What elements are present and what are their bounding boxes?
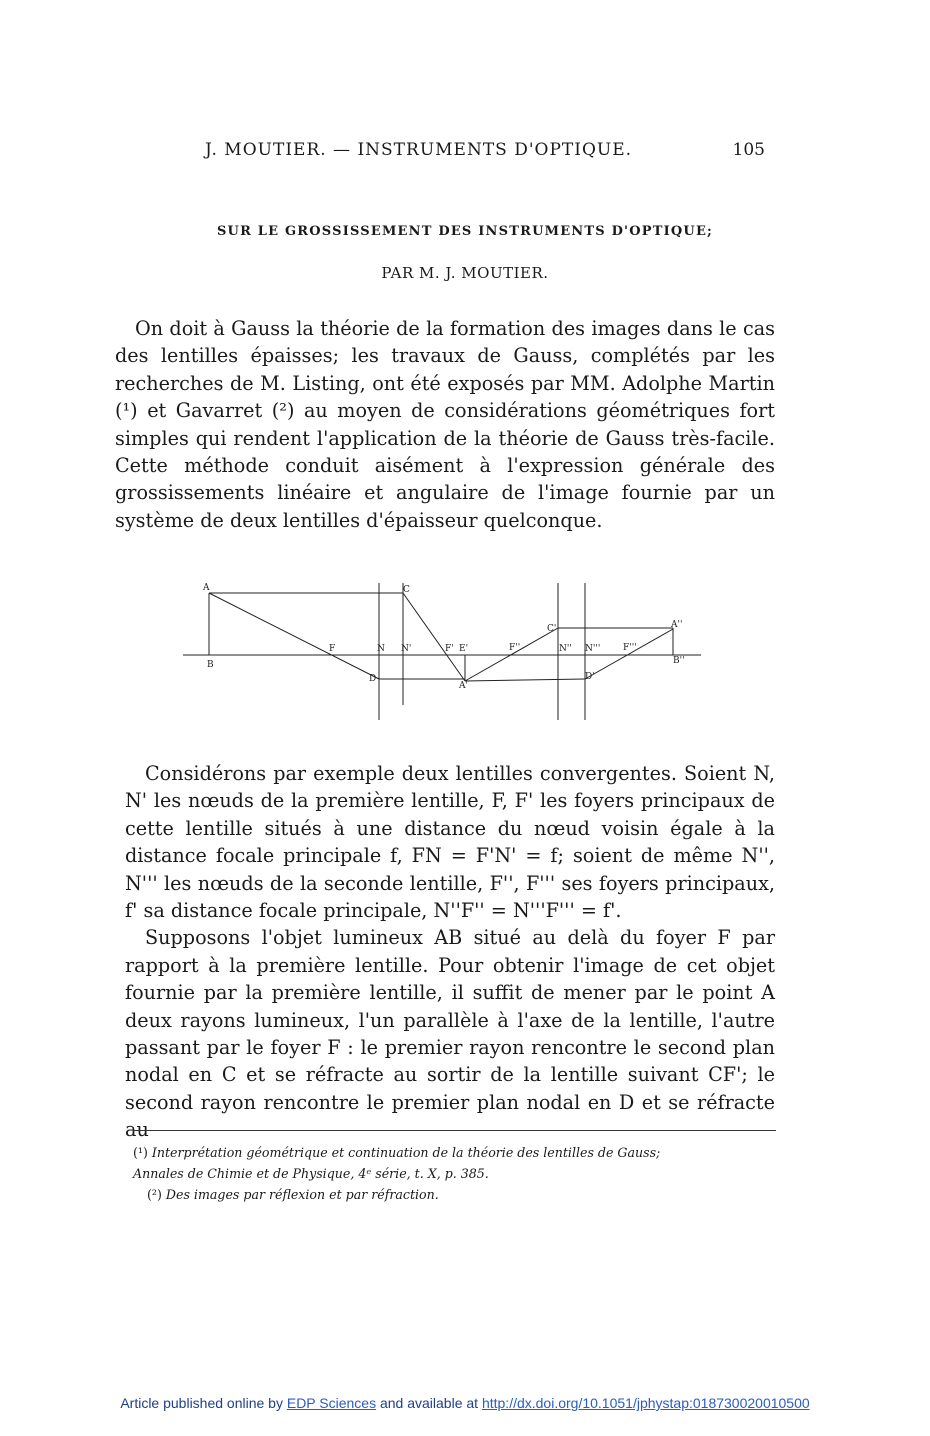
footnote-2 (133, 1184, 776, 1205)
paragraph-intro (115, 315, 775, 534)
paragraph: On doit à Gauss la théorie de la formation des images dans le cas des lentilles épaisses; les travaux de Gauss, complétés par les recherches de M. Listing, ont été exposés par MM. Adolphe Martin (¹) et Gavarret (²) au moyen de considérations géométriques fort simples qui rendent l'application de la théorie de Gauss très-facile. Cette méthode conduit aisément à l'expression générale des grossissements linéaire et angulaire de l'image fournie par un système de deux lentilles d'épaisseur quelconque. (115, 317, 775, 532)
ray-through-focus (209, 593, 379, 679)
paragraph-group-main (125, 760, 775, 1144)
paragraph: Supposons l'objet lumineux AB situé au delà du foyer F par rapport à la première lentille. Pour obtenir l'image de cet objet fournie par la première lentille, il suffit de mener par le point A deux rayons lumineux, l'un parallèle à l'axe de la lentille, l'autre passant par le foyer F : le premier rayon rencontre le second plan nodal en C et se réfracte au sortir de la lentille suivant CF'; le second rayon rencontre le premier plan nodal en D et se réfracte au (125, 926, 775, 1142)
running-title: J. MOUTIER. — INSTRUMENTS D'OPTIQUE. (205, 140, 633, 160)
footnote-text: Interprétation géométrique et continuation de la théorie des lentilles de Gauss; (151, 1145, 661, 1160)
label-d: D (369, 674, 377, 684)
paragraph: Considérons par exemple deux lentilles convergentes. Soient N, N' les nœuds de la première lentille, F, F' les foyers principaux de cette lentille situés à une distance du nœud voisin égale à la distance focale principale f, FN = F'N' = f; soient de même N'', N''' les nœuds de la seconde lentille, F'', F''' ses foyers principaux, f' sa distance focale principale, N''F'' = N'''F''' = f'. (125, 762, 775, 923)
label-f-prime: F' (445, 644, 454, 654)
page-number: 105 (732, 140, 765, 160)
footer-middle: and available at (379, 1395, 479, 1411)
lens-diagram (183, 575, 703, 723)
label-n: N (377, 644, 385, 654)
article-author: PAR M. J. MOUTIER. (381, 264, 549, 282)
label-a: A (203, 583, 210, 593)
publication-footer (0, 1395, 930, 1411)
label-n-double: N'' (559, 644, 572, 654)
ray-d-prime (585, 629, 673, 679)
publisher-link[interactable]: EDP Sciences (286, 1395, 377, 1411)
footnote-1-continued (133, 1163, 776, 1184)
footnote-text: Des images par réflexion et par réfraction. (165, 1187, 439, 1202)
label-f: F (329, 644, 336, 654)
footer-prefix: Article published online by (120, 1395, 283, 1411)
label-f-double: F'' (509, 643, 521, 653)
article-title: SUR LE GROSSISSEMENT DES INSTRUMENTS D'OPTIQUE; (216, 224, 714, 239)
label-n-triple: N''' (585, 644, 601, 654)
label-d-prime: D' (585, 672, 595, 682)
label-c-prime: C' (547, 624, 557, 634)
doi-link[interactable]: http://dx.doi.org/10.1051/jphystap:018730020010500 (481, 1395, 810, 1411)
footnotes (133, 1142, 776, 1205)
footnote-rule (133, 1130, 776, 1131)
footnote-mark: (¹) (133, 1145, 148, 1160)
label-n-prime: N' (401, 644, 412, 654)
label-b: B (207, 660, 214, 670)
label-a-prime: A' (459, 681, 468, 691)
label-a-double: A'' (671, 620, 683, 630)
optics-figure (183, 575, 703, 723)
label-c: C (403, 585, 410, 595)
footnote-1 (133, 1142, 776, 1163)
footnote-mark: (²) (147, 1187, 162, 1202)
ray-refracted-cf (403, 593, 465, 681)
footnote-text: Annales de Chimie et de Physique, 4ᵉ série, t. X, p. 385. (133, 1166, 489, 1181)
ray-to-d-prime (465, 679, 585, 681)
label-b-double: B'' (673, 656, 685, 666)
label-e-prime: E' (459, 644, 469, 654)
label-f-triple: F''' (623, 643, 637, 653)
